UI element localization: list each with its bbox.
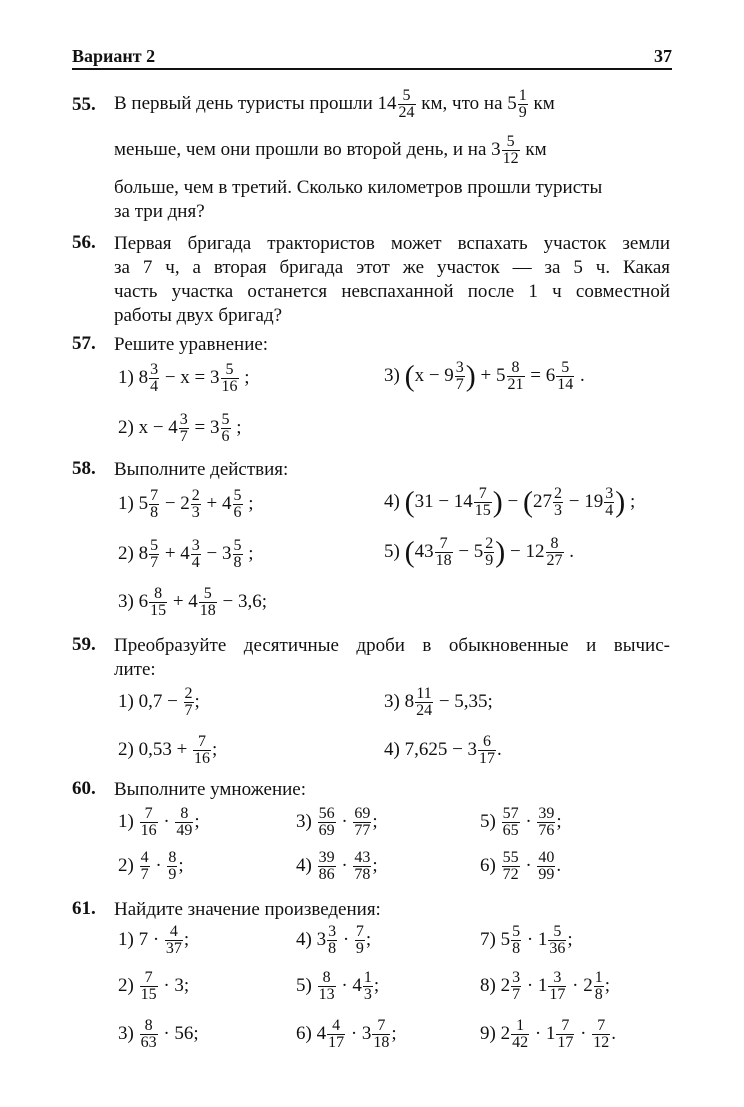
problem-60-expr-5: 5) $\frac{57}{65}$ · $\frac{39}{76}$ ; bbox=[480, 805, 562, 839]
problem-59-expr-4: 4) 7,625 − 3 $\frac{6}{17}$ . bbox=[384, 733, 502, 767]
problem-58-title: Выполните действия: bbox=[114, 459, 289, 480]
problem-61-expr-7: 7) 5 $\frac{5}{8}$ · 1 $\frac{5}{36}$ ; bbox=[480, 923, 573, 957]
problem-61-number: 61. bbox=[72, 898, 96, 919]
problem-58-expr-1: 1) 5 $\frac{7}{8}$ − 2 $\frac{2}{3}$ + 4 $\frac{5}{6}$ ; bbox=[118, 487, 254, 521]
page-number: 37 bbox=[654, 46, 672, 66]
problem-55-number: 55. bbox=[72, 94, 96, 115]
problem-59-number: 59. bbox=[72, 634, 96, 655]
problem-61-expr-3: 3) $\frac{8}{63}$ · 56; bbox=[118, 1017, 199, 1051]
variant-title: Вариант 2 bbox=[72, 46, 156, 66]
problem-60-number: 60. bbox=[72, 778, 96, 799]
problem-57-title: Решите уравнение: bbox=[114, 334, 269, 355]
problem-59-expr-3: 3) 8 $\frac{11}{24}$ − 5,35; bbox=[384, 685, 493, 719]
problem-55-line-2: меньше, чем они прошли во второй день, и на 3 $\frac{5}{12}$ км bbox=[114, 133, 547, 167]
problem-58-expr-4: 4) (31 − 14 $\frac{7}{15}$ ) − (27 $\frac{2}{3}$ − 19 $\frac{3}{4}$ ) ; bbox=[384, 485, 636, 519]
problem-61-expr-9: 9) 2 $\frac{1}{42}$ · 1 $\frac{7}{17}$ · $\frac{7}{12}$ . bbox=[480, 1017, 616, 1051]
problem-60-expr-2: 2) $\frac{4}{7}$ · $\frac{8}{9}$ ; bbox=[118, 849, 184, 883]
problem-57-number: 57. bbox=[72, 333, 96, 354]
problem-55-line-3: больше, чем в третий. Сколько километров прошли туристы bbox=[114, 177, 603, 198]
problem-58-number: 58. bbox=[72, 458, 96, 479]
problem-57-eq-1: 1) 8 $\frac{3}{4}$ − x = 3 $\frac{5}{16}$ ; bbox=[118, 361, 250, 395]
problem-60-expr-4: 4) $\frac{39}{86}$ · $\frac{43}{78}$ ; bbox=[296, 849, 378, 883]
problem-61-expr-4: 4) 3 $\frac{3}{8}$ · $\frac{7}{9}$ ; bbox=[296, 923, 372, 957]
problem-56-text: Первая бригада трактористов может вспахать участок земли за 7 ч, а вторая бригада этот же участок — за 5 ч. Какая часть участка останется невспаханной после 1 ч совместной работы двух бригад? bbox=[114, 233, 670, 326]
problem-58-expr-2: 2) 8 $\frac{5}{7}$ + 4 $\frac{3}{4}$ − 3 $\frac{5}{8}$ ; bbox=[118, 537, 254, 571]
problem-59-text: Преобразуйте десятичные дроби в обыкновенные и вычис- лите: bbox=[114, 635, 670, 680]
problem-56-number: 56. bbox=[72, 232, 96, 253]
page-header bbox=[72, 46, 672, 70]
problem-60-expr-6: 6) $\frac{55}{72}$ · $\frac{40}{99}$ . bbox=[480, 849, 562, 883]
problem-61-expr-8: 8) 2 $\frac{3}{7}$ · 1 $\frac{3}{17}$ · 2 $\frac{1}{8}$ ; bbox=[480, 969, 611, 1003]
problem-58-expr-5: 5) (43 $\frac{7}{18}$ − 5 $\frac{2}{9}$ ) − 12 $\frac{8}{27}$ . bbox=[384, 535, 575, 569]
problem-57-eq-2: 2) x − 4 $\frac{3}{7}$ = 3 $\frac{5}{6}$ ; bbox=[118, 411, 242, 445]
problem-61-expr-5: 5) $\frac{8}{13}$ · 4 $\frac{1}{3}$ ; bbox=[296, 969, 380, 1003]
problem-61-title: Найдите значение произведения: bbox=[114, 899, 381, 920]
problem-55-line-4: за три дня? bbox=[114, 201, 205, 222]
problem-61-expr-2: 2) $\frac{7}{15}$ · 3; bbox=[118, 969, 190, 1003]
problem-59-expr-2: 2) 0,53 + $\frac{7}{16}$ ; bbox=[118, 733, 218, 767]
problem-61-expr-1: 1) 7 · $\frac{4}{37}$ ; bbox=[118, 923, 190, 957]
problem-59-expr-1: 1) 0,7 − $\frac{2}{7}$ ; bbox=[118, 685, 200, 719]
problem-61-expr-6: 6) 4 $\frac{4}{17}$ · 3 $\frac{7}{18}$ ; bbox=[296, 1017, 397, 1051]
problem-58-expr-3: 3) 6 $\frac{8}{15}$ + 4 $\frac{5}{18}$ − 3,6; bbox=[118, 585, 268, 619]
problem-57-eq-3: 3) (x − 9 $\frac{3}{7}$ ) + 5 $\frac{8}{21}$ = 6 $\frac{5}{14}$ . bbox=[384, 359, 585, 393]
problem-55-line-1: В первый день туристы прошли 14 $\frac{5}{24}$ км, что на 5 $\frac{1}{9}$ км bbox=[114, 87, 555, 121]
problem-60-expr-3: 3) $\frac{56}{69}$ · $\frac{69}{77}$ ; bbox=[296, 805, 378, 839]
problem-60-expr-1: 1) $\frac{7}{16}$ · $\frac{8}{49}$ ; bbox=[118, 805, 200, 839]
problem-60-title: Выполните умножение: bbox=[114, 779, 306, 800]
